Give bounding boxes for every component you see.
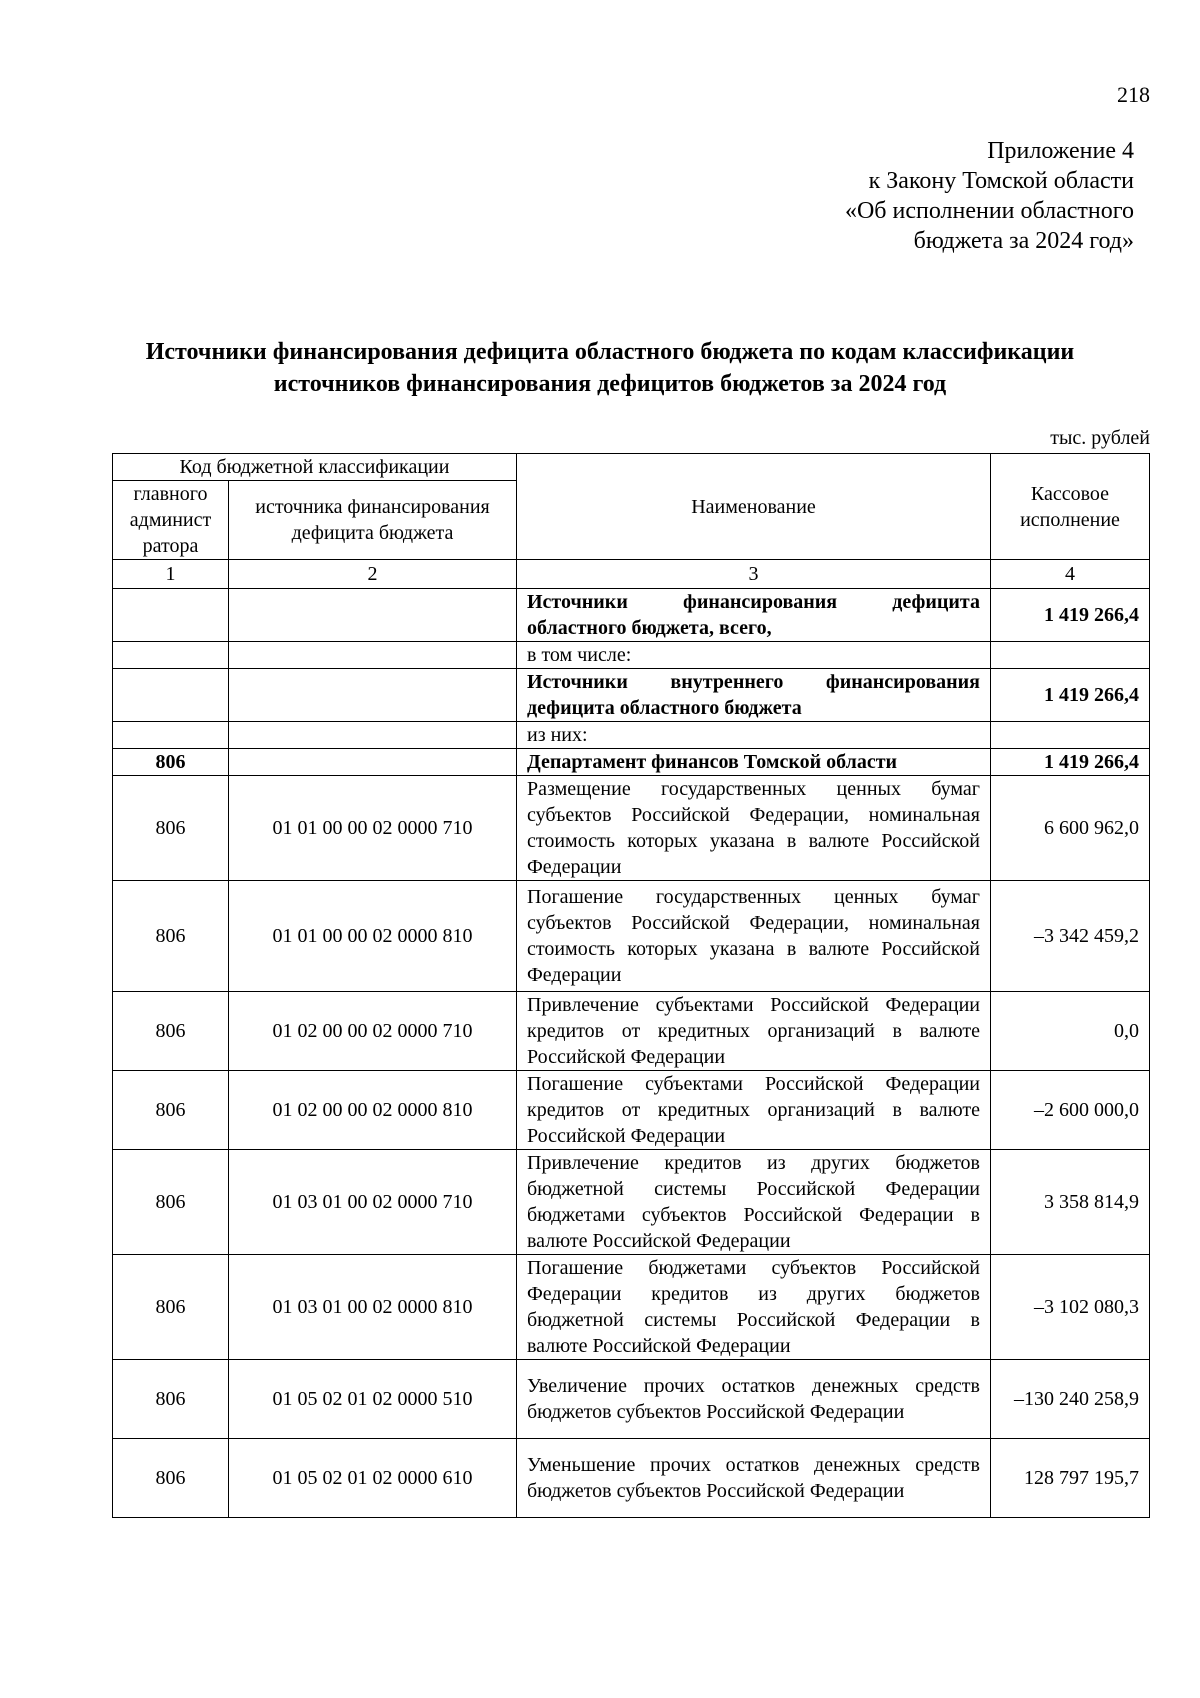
row-amount: 3 358 814,9 [991,1150,1150,1255]
admin-code [113,642,229,669]
page-number: 218 [1117,82,1150,107]
admin-code: 806 [113,1439,229,1518]
admin-code: 806 [113,776,229,881]
column-number: 4 [991,560,1150,589]
source-code: 01 01 00 00 02 0000 810 [229,881,517,992]
admin-code [113,669,229,722]
column-number: 1 [113,560,229,589]
amount-header: Кассовое исполнение [991,454,1150,560]
table-row [113,776,1150,881]
units-label: тыс. рублей [1050,427,1150,449]
row-amount [991,722,1150,749]
table-row [113,1255,1150,1360]
appendix-line: Приложение 4 [987,138,1134,164]
row-name: Привлечение кредитов из других бюджетов бюджетной системы Российской Федерации бюджетами субъектов Российской Федерации в валюте Российской Федерации [517,1150,991,1255]
budget-table [112,453,1150,1518]
admin-code: 806 [113,1255,229,1360]
row-name: Департамент финансов Томской области [517,749,991,776]
column-number: 3 [517,560,991,589]
row-amount: 1 419 266,4 [991,669,1150,722]
source-code: 01 02 00 00 02 0000 710 [229,992,517,1071]
row-name: Размещение государственных ценных бумаг субъектов Российской Федерации, номинальная стоимость которых указана в валюте Российской Федерации [517,776,991,881]
table-row [113,642,1150,669]
title-line: Источники финансирования дефицита областного бюджета по кодам классификации [145,339,1075,365]
row-name: Погашение бюджетами субъектов Российской Федерации кредитов из других бюджетов бюджетной системы Российской Федерации в валюте Российской Федерации [517,1255,991,1360]
row-name: Увеличение прочих остатков денежных средств бюджетов субъектов Российской Федерации [517,1360,991,1439]
table-row [113,1071,1150,1150]
row-amount: 6 600 962,0 [991,776,1150,881]
row-amount: 128 797 195,7 [991,1439,1150,1518]
source-code [229,642,517,669]
source-code [229,669,517,722]
admin-code: 806 [113,749,229,776]
row-name: Уменьшение прочих остатков денежных средств бюджетов субъектов Российской Федерации [517,1439,991,1518]
source-code [229,589,517,642]
document-title [110,336,1110,400]
appendix-line: бюджета за 2024 год» [913,228,1134,254]
admin-code: 806 [113,1360,229,1439]
source-code: 01 03 01 00 02 0000 710 [229,1150,517,1255]
source-code: 01 02 00 00 02 0000 810 [229,1071,517,1150]
source-code [229,749,517,776]
row-name: Погашение государственных ценных бумаг субъектов Российской Федерации, номинальная стоимость которых указана в валюте Российской Федерации [517,881,991,992]
admin-code [113,589,229,642]
table-row [113,1360,1150,1439]
name-header: Наименование [517,454,991,560]
column-number-row [113,560,1150,589]
source-code: 01 03 01 00 02 0000 810 [229,1255,517,1360]
source-code: 01 01 00 00 02 0000 710 [229,776,517,881]
row-name: из них: [517,722,991,749]
row-amount: 1 419 266,4 [991,589,1150,642]
table-row [113,992,1150,1071]
admin-code: 806 [113,1150,229,1255]
table-row [113,881,1150,992]
column-number: 2 [229,560,517,589]
table-row [113,1439,1150,1518]
admin-code: 806 [113,992,229,1071]
source-header: источника финансирования дефицита бюджета [229,481,517,560]
admin-code: 806 [113,881,229,992]
admin-code: 806 [113,1071,229,1150]
row-name: Источники финансирования дефицита областного бюджета, всего, [517,589,991,642]
table-row [113,1150,1150,1255]
row-amount: –130 240 258,9 [991,1360,1150,1439]
appendix-line: «Об исполнении областного [844,198,1134,224]
row-amount: –2 600 000,0 [991,1071,1150,1150]
source-code [229,722,517,749]
row-amount [991,642,1150,669]
row-amount: –3 342 459,2 [991,881,1150,992]
row-amount: 0,0 [991,992,1150,1071]
row-amount: –3 102 080,3 [991,1255,1150,1360]
appendix-line: к Закону Томской области [868,168,1134,194]
source-code: 01 05 02 01 02 0000 610 [229,1439,517,1518]
row-name: Источники внутреннего финансирования дефицита областного бюджета [517,669,991,722]
header-row [113,454,1150,481]
row-name: в том числе: [517,642,991,669]
table-row [113,749,1150,776]
source-code: 01 05 02 01 02 0000 510 [229,1360,517,1439]
table-row [113,722,1150,749]
row-amount: 1 419 266,4 [991,749,1150,776]
table-row [113,669,1150,722]
title-line: источников финансирования дефицитов бюджетов за 2024 год [273,371,947,397]
row-name: Привлечение субъектами Российской Федерации кредитов от кредитных организаций в валюте Российской Федерации [517,992,991,1071]
table-row [113,589,1150,642]
row-name: Погашение субъектами Российской Федерации кредитов от кредитных организаций в валюте Российской Федерации [517,1071,991,1150]
admin-code [113,722,229,749]
code-group-header: Код бюджетной классификации [113,454,517,481]
appendix-note [845,136,1134,256]
admin-header: главного админист ратора [113,481,229,560]
